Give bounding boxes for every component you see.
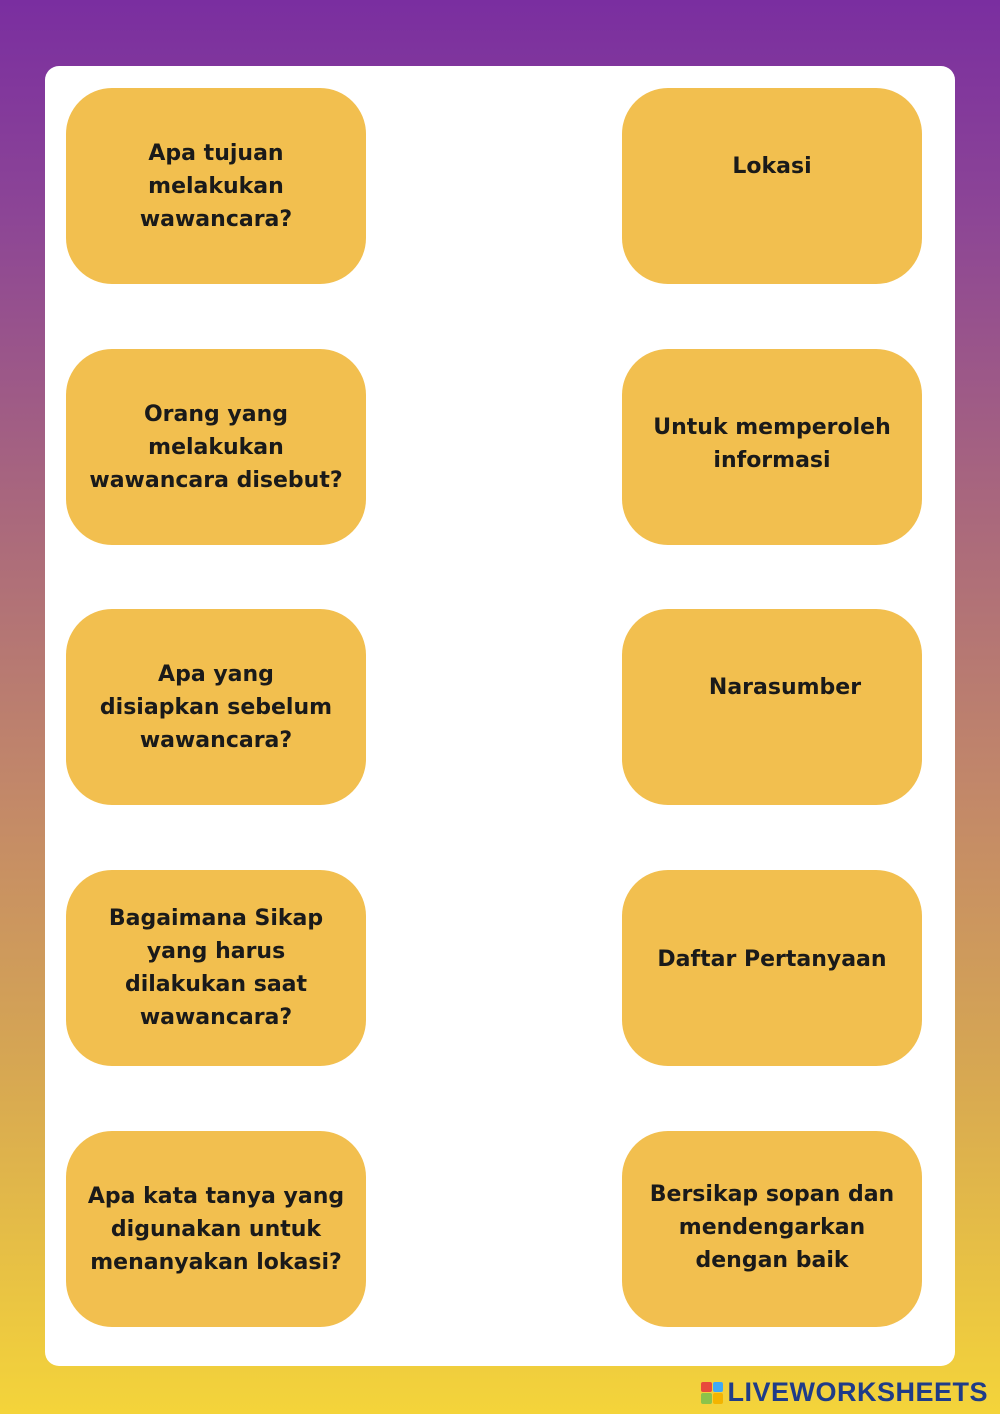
answer-text: Daftar Pertanyaan: [657, 947, 887, 972]
answer-text: Lokasi: [732, 154, 812, 179]
question-card-3[interactable]: [66, 609, 366, 805]
answer-card-5[interactable]: [622, 1131, 922, 1327]
question-card-1[interactable]: [66, 88, 366, 284]
answer-card-1[interactable]: [622, 88, 922, 284]
question-text: Apa kata tanya yang digunakan untuk menanyakan lokasi?: [87, 1183, 345, 1275]
answer-card-4[interactable]: [622, 870, 922, 1066]
brand-watermark: [701, 1377, 988, 1408]
brand-name: LIVEWORKSHEETS: [727, 1377, 988, 1407]
question-card-2[interactable]: [66, 349, 366, 545]
question-text: Bagaimana Sikap yang harus dilakukan saat wawancara?: [108, 906, 324, 1030]
question-text: Apa yang disiapkan sebelum wawancara?: [99, 661, 333, 753]
answer-text: Bersikap sopan dan mendengarkan dengan baik: [649, 1182, 895, 1273]
answer-card-2[interactable]: [622, 349, 922, 545]
question-text: Orang yang melakukan wawancara disebut?: [89, 401, 343, 493]
question-text: Apa tujuan melakukan wawancara?: [139, 140, 293, 232]
answer-card-3[interactable]: [622, 609, 922, 805]
question-card-4[interactable]: [66, 870, 366, 1066]
answer-text: Untuk memperoleh informasi: [653, 415, 891, 473]
question-card-5[interactable]: [66, 1131, 366, 1327]
answer-text: Narasumber: [708, 675, 862, 700]
liveworksheets-logo-icon: [701, 1382, 723, 1404]
